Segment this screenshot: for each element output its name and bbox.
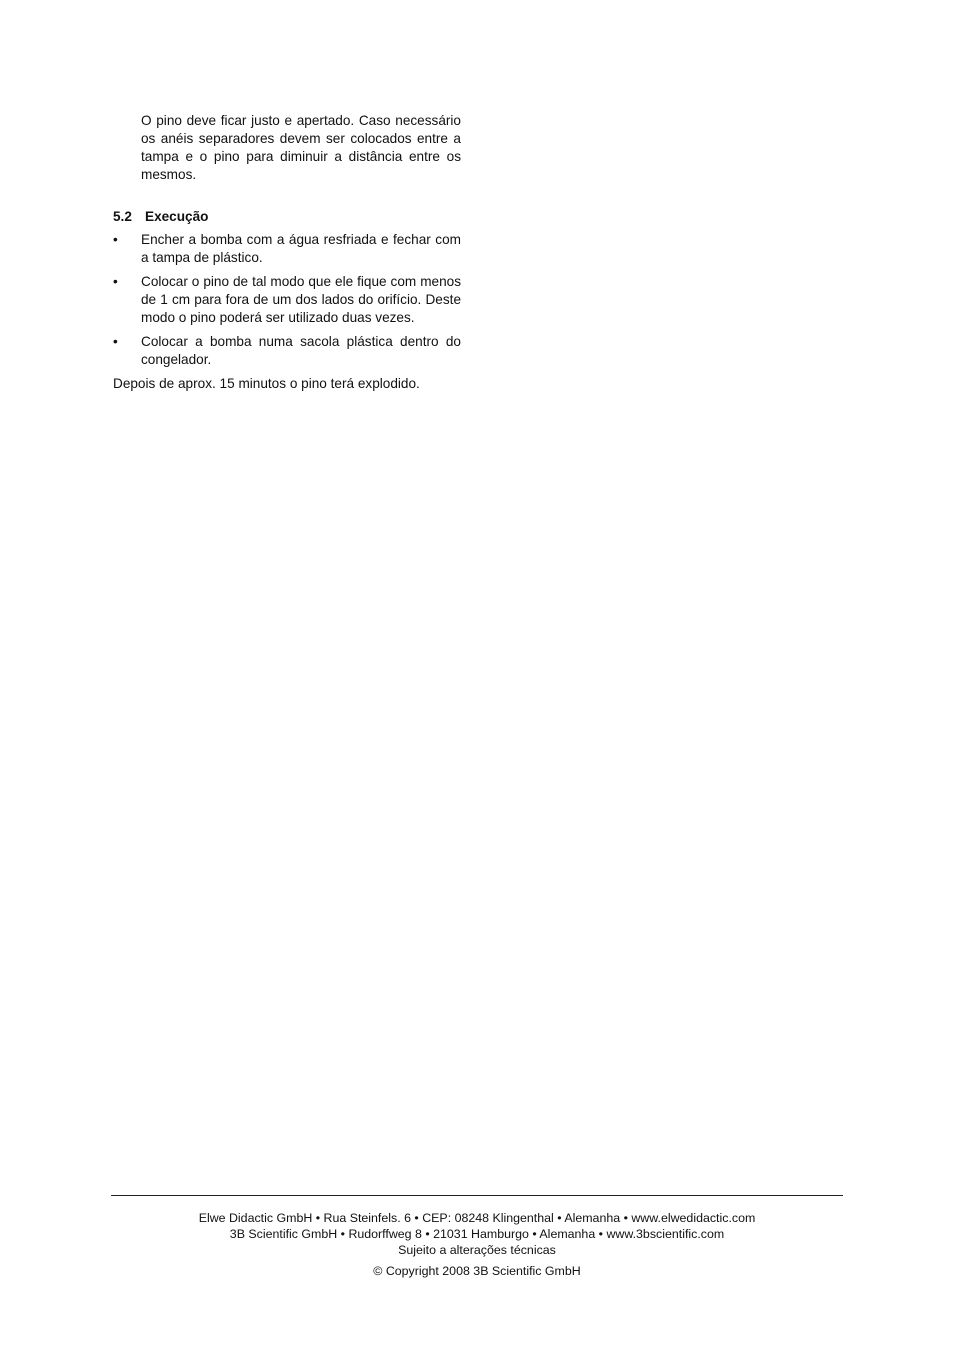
section-heading <box>113 208 461 226</box>
section-number: 5.2 <box>113 209 132 224</box>
list-item <box>113 333 461 369</box>
footer-divider <box>111 1195 843 1196</box>
steps-list <box>113 231 461 369</box>
footer-notice: Sujeito a alterações técnicas <box>398 1243 556 1257</box>
bullet-icon: • <box>113 232 118 247</box>
footer-address-elwe: Elwe Didactic GmbH • Rua Steinfels. 6 • CEP: 08248 Klingenthal • Alemanha • www.elwedidactic.com <box>198 1211 756 1225</box>
step-text: Colocar a bomba numa sacola plástica dentro do congelador. <box>141 334 461 367</box>
bullet-icon: • <box>113 274 118 289</box>
footer-address-3b: 3B Scientific GmbH • Rudorffweg 8 • 21031 Hamburgo • Alemanha • www.3bscientific.com <box>229 1227 725 1241</box>
list-item <box>113 273 461 327</box>
bullet-icon: • <box>113 334 118 349</box>
step-text: Encher a bomba com a água resfriada e fechar com a tampa de plástico. <box>141 232 461 265</box>
section-title: Execução <box>145 209 209 224</box>
footer-copyright: © Copyright 2008 3B Scientific GmbH <box>373 1264 581 1278</box>
step-text: Colocar o pino de tal modo que ele fique com menos de 1 cm para fora de um dos lados do orifício. Deste modo o pino poderá ser utilizado duas vezes. <box>141 274 461 325</box>
list-item <box>113 231 461 267</box>
text-column <box>113 112 461 393</box>
intro-paragraph: O pino deve ficar justo e apertado. Caso necessário os anéis separadores devem ser colocados entre a tampa e o pino para diminuir a distância entre os mesmos. <box>141 113 461 182</box>
closing-paragraph: Depois de aprox. 15 minutos o pino terá explodido. <box>113 376 420 391</box>
footer <box>111 1210 843 1279</box>
